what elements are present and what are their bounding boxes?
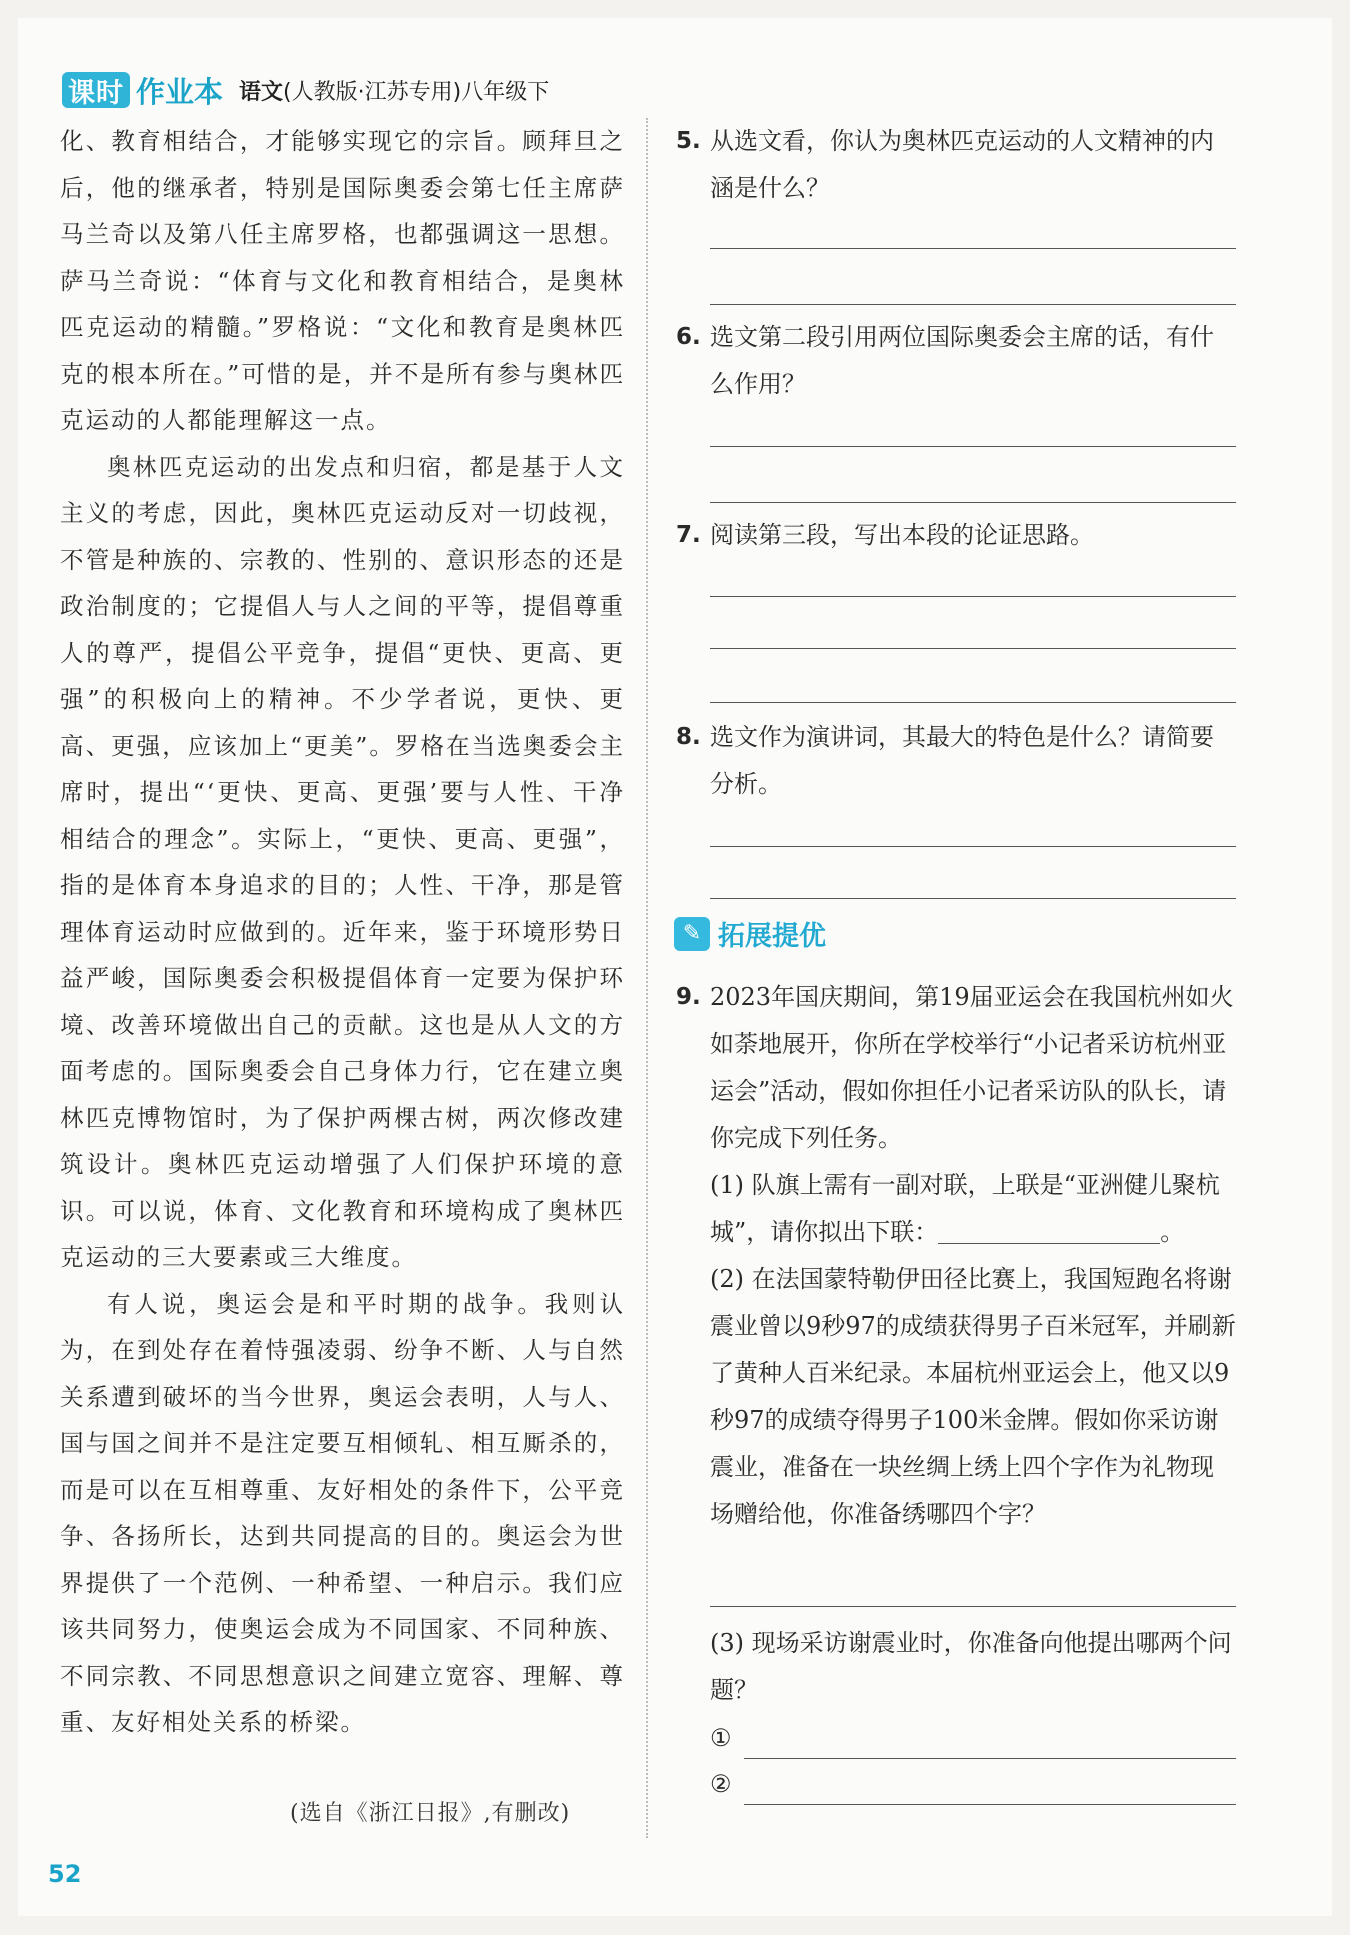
question-text: 选文第二段引用两位国际奥委会主席的话，有什么作用？ xyxy=(710,323,1214,398)
question-text: 阅读第三段，写出本段的论证思路。 xyxy=(710,521,1094,549)
subquestion-2 xyxy=(710,1256,1236,1538)
question-7 xyxy=(676,512,1236,559)
question-number: 7. xyxy=(676,522,701,548)
question-text: 从选文看，你认为奥林匹克运动的人文精神的内涵是什么？ xyxy=(710,127,1214,202)
article-paragraph: 奥林匹克运动的出发点和归宿，都是基于人文主义的考虑，因此，奥林匹克运动反对一切歧视，不管是种族的、宗教的、性别的、意识形态的还是政治制度的；它提倡人与人之间的平等，提倡尊重人的尊严，提倡公平竞争，提倡“更快、更高、更强”的积极向上的精神。不少学者说，更快、更高、更强，应该加上“更美”。罗格在当选奥委会主席时，提出“‘更快、更高、更强’要与人性、干净相结合的理念”。实际上，“更快、更高、更强”，指的是体育本身追求的目的；人性、干净，那是管理体育运动时应做到的。近年来，鉴于环境形势日益严峻，国际奥委会积极提倡体育一定要为保护环境、改善环境做出自己的贡献。这也是从人文的方面考虑的。国际奥委会自己身体力行，它在建立奥林匹克博物馆时，为了保护两棵古树，两次修改建筑设计。奥林匹克运动增强了人们保护环境的意识。可以说，体育、文化教育和环境构成了奥林匹克运动的三大要素或三大维度。 xyxy=(60,452,625,1271)
subquestion-text: (1) 队旗上需有一副对联，上联是“亚洲健儿聚杭城”，请你拟出下联： xyxy=(710,1171,1220,1246)
answer-line[interactable] xyxy=(744,1758,1236,1759)
answer-line[interactable] xyxy=(710,1606,1236,1607)
answer-line[interactable] xyxy=(710,898,1236,899)
question-number: 6. xyxy=(676,324,701,350)
page-header xyxy=(62,70,549,110)
question-text: 2023年国庆期间，第19届亚运会在我国杭州如火如荼地展开，你所在学校举行“小记者采访杭州亚运会”活动，假如你担任小记者采访队的队长，请你完成下列任务。 xyxy=(710,983,1234,1152)
answer-line[interactable] xyxy=(710,648,1236,649)
answer-line[interactable] xyxy=(710,248,1236,249)
question-9 xyxy=(676,974,1236,1162)
subquestion-1 xyxy=(710,1162,1236,1256)
question-6 xyxy=(676,314,1236,408)
answer-marker-1: ① xyxy=(710,1724,732,1752)
page-number: 52 xyxy=(48,1860,82,1888)
answer-line[interactable] xyxy=(710,304,1236,305)
fill-blank[interactable] xyxy=(938,1213,1160,1244)
column-divider xyxy=(646,118,648,1838)
answer-line[interactable] xyxy=(710,596,1236,597)
subject: 语文 xyxy=(239,79,284,105)
book-info xyxy=(239,75,549,106)
edit-icon: ✎ xyxy=(674,917,710,951)
article-body xyxy=(60,118,625,1746)
answer-line[interactable] xyxy=(744,1804,1236,1805)
question-number: 8. xyxy=(676,724,701,750)
subquestion-3 xyxy=(710,1620,1236,1714)
answer-line[interactable] xyxy=(710,502,1236,503)
answer-line[interactable] xyxy=(710,846,1236,847)
question-8 xyxy=(676,714,1236,808)
section-header xyxy=(674,914,826,953)
answer-marker-2: ② xyxy=(710,1770,732,1798)
question-number: 5. xyxy=(676,128,701,154)
article-paragraph: 有人说，奥运会是和平时期的战争。我则认为，在到处存在着恃强凌弱、纷争不断、人与自然关系遭到破坏的当今世界，奥运会表明，人与人、国与国之间并不是注定要互相倾轧、相互厮杀的，而是可以在互相尊重、友好相处的条件下，公平竞争、各扬所长，达到共同提高的目的。奥运会为世界提供了一个范例、一种希望、一种启示。我们应该共同努力，使奥运会成为不同国家、不同种族、不同宗教、不同思想意识之间建立宽容、理解、尊重、友好相处关系的桥梁。 xyxy=(60,1289,625,1736)
article-source: (选自《浙江日报》,有删改) xyxy=(290,1801,571,1826)
section-title: 拓展提优 xyxy=(718,921,826,952)
subquestion-text: (2) 在法国蒙特勒伊田径比赛上，我国短跑名将谢震业曾以9秒97的成绩获得男子百米冠军，并刷新了黄种人百米纪录。本届杭州亚运会上，他又以9秒97的成绩夺得男子100米金牌。假如你采访谢震业，准备在一块丝绸上绣上四个字作为礼物现场赠给他，你准备绣哪四个字？ xyxy=(710,1265,1236,1528)
brand-name: 作业本 xyxy=(136,74,224,109)
subquestion-text: (3) 现场采访谢震业时，你准备向他提出哪两个问题？ xyxy=(710,1629,1232,1704)
question-5 xyxy=(676,118,1236,212)
answer-line[interactable] xyxy=(710,446,1236,447)
article-paragraph: 化、教育相结合，才能够实现它的宗旨。顾拜旦之后，他的继承者，特别是国际奥委会第七任主席萨马兰奇以及第八任主席罗格，也都强调这一思想。萨马兰奇说：“体育与文化和教育相结合，是奥林匹克运动的精髓。”罗格说：“文化和教育是奥林匹克的根本所在。”可惜的是，并不是所有参与奥林匹克运动的人都能理解这一点。 xyxy=(60,127,625,434)
question-number: 9. xyxy=(676,984,701,1010)
answer-line[interactable] xyxy=(710,702,1236,703)
subquestion-end: 。 xyxy=(1160,1218,1185,1246)
logo: 课时 xyxy=(62,72,130,108)
question-text: 选文作为演讲词，其最大的特色是什么？请简要分析。 xyxy=(710,723,1214,798)
edition: (人教版·江苏专用)八年级下 xyxy=(283,79,550,105)
